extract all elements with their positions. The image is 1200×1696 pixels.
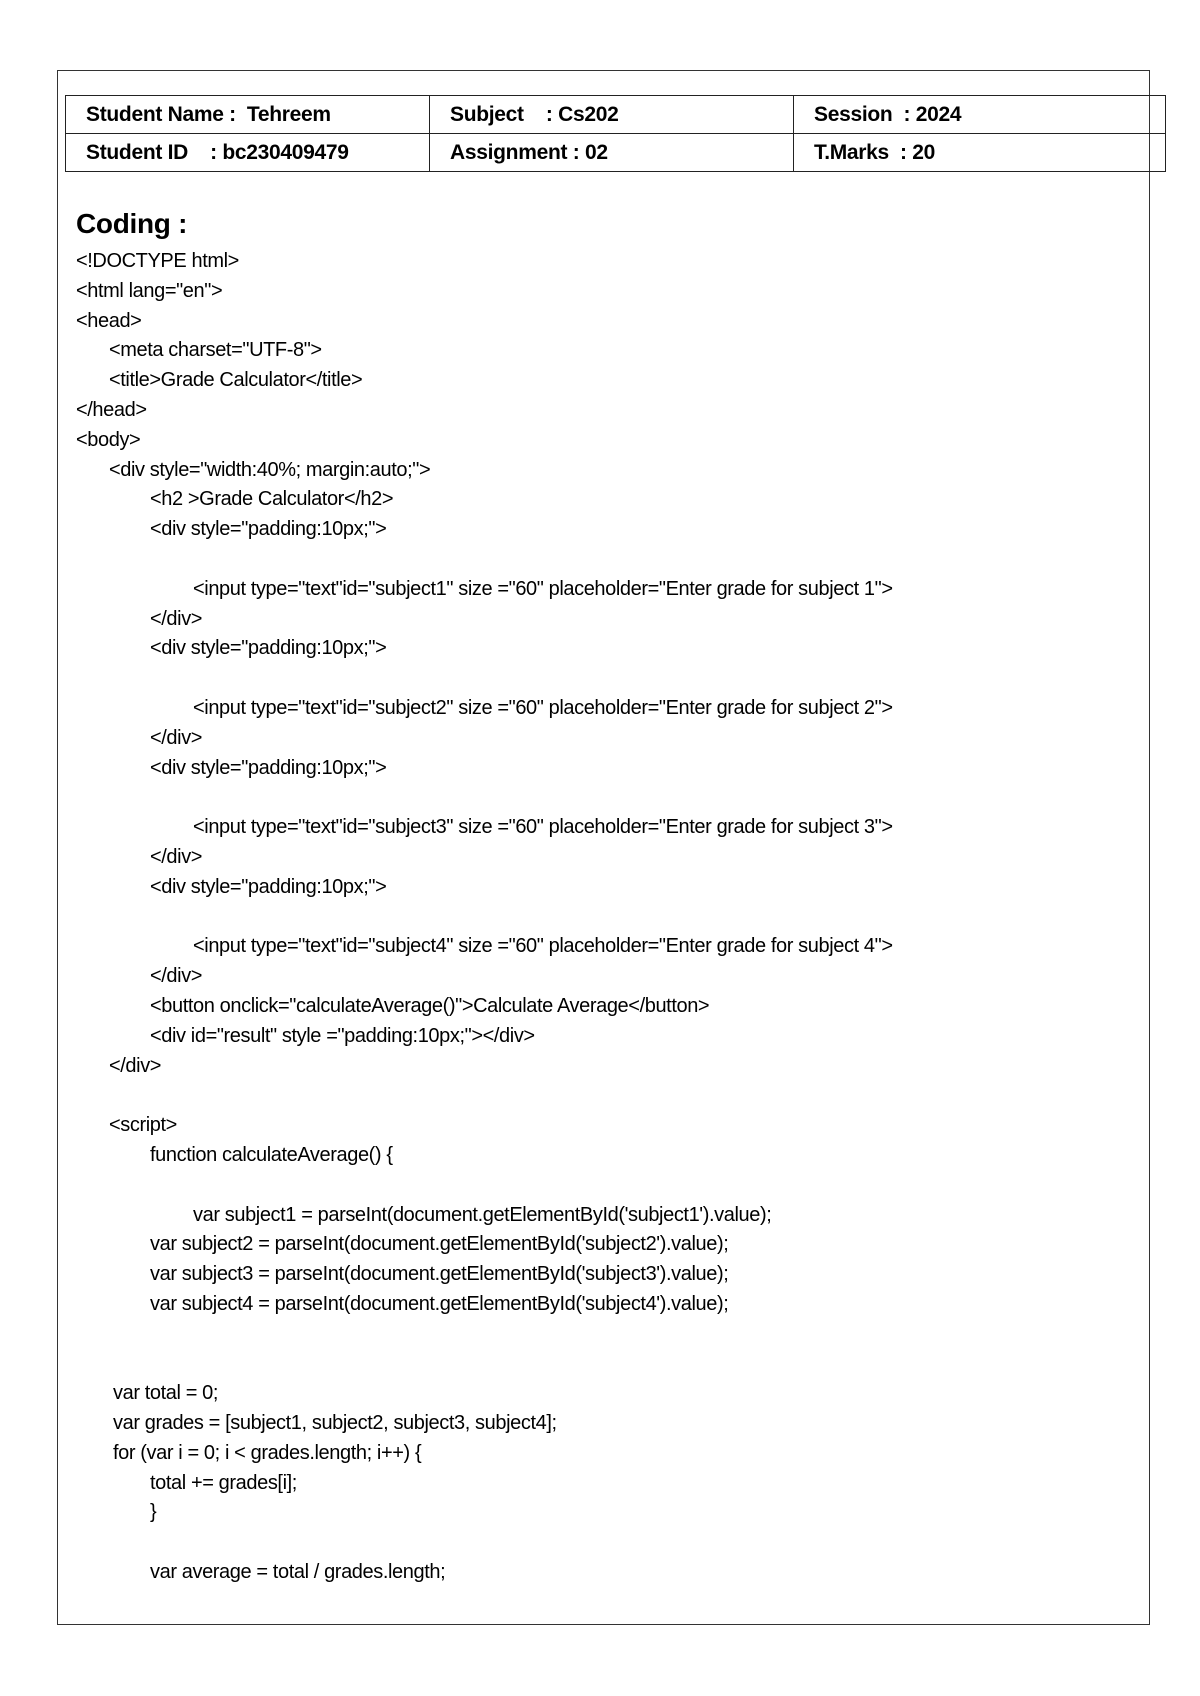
code-line: <input type="text"id="subject3" size ="60" placeholder="Enter grade for subject 3"> [193,816,893,839]
code-line: </div> [150,845,203,868]
code-line: <title>Grade Calculator</title> [109,369,363,392]
assignment-cell: Assignment : 02 [430,134,794,172]
code-line [76,1349,1136,1379]
code-line: } [150,1501,157,1524]
session-cell: Session : 2024 [794,96,1166,134]
code-line: <div style="padding:10px;"> [150,875,387,898]
code-line: <div style="padding:10px;"> [150,637,387,660]
code-line [76,1320,1136,1350]
student-info-table [65,95,1166,172]
student-id-cell: Student ID : bc230409479 [66,134,430,172]
code-line [76,903,1136,933]
code-line [76,664,1136,694]
code-line: <!DOCTYPE html> [76,250,239,272]
code-line: var subject3 = parseInt(document.getElementById('subject3').value); [150,1263,729,1286]
code-line [76,1171,1136,1201]
subject-cell: Subject : Cs202 [430,96,794,134]
code-line: total += grades[i]; [150,1471,297,1494]
student-info-row [66,134,1166,172]
total-marks-cell: T.Marks : 20 [794,134,1166,172]
code-line: <div style="width:40%; margin:auto;"> [109,458,431,481]
code-line: var average = total / grades.length; [150,1561,446,1584]
code-line: <head> [76,309,142,332]
code-listing [76,247,1136,1588]
code-line: <div id="result" style ="padding:10px;"></div> [150,1024,535,1047]
code-line: <script> [109,1114,177,1137]
code-line: </div> [109,1054,162,1077]
code-line [76,783,1136,813]
code-line: <meta charset="UTF-8"> [109,339,322,362]
code-line: </head> [76,398,147,421]
code-line: <html lang="en"> [76,279,223,302]
student-name-cell: Student Name : Tehreem [66,96,430,134]
code-line: <button onclick="calculateAverage()">Calculate Average</button> [150,994,710,1017]
code-line: <input type="text"id="subject2" size ="60" placeholder="Enter grade for subject 2"> [193,696,893,719]
code-line: for (var i = 0; i < grades.length; i++) { [113,1441,422,1464]
code-line: var total = 0; [113,1382,219,1405]
code-line [76,545,1136,575]
code-line: <body> [76,428,141,451]
code-line: <div style="padding:10px;"> [150,518,387,541]
code-line: var grades = [subject1, subject2, subject3, subject4]; [113,1412,557,1435]
code-line: <input type="text"id="subject1" size ="60" placeholder="Enter grade for subject 1"> [193,577,893,600]
code-line: <input type="text"id="subject4" size ="60" placeholder="Enter grade for subject 4"> [193,935,893,958]
code-line: var subject4 = parseInt(document.getElementById('subject4').value); [150,1292,729,1315]
code-line: <div style="padding:10px;"> [150,756,387,779]
code-line: var subject2 = parseInt(document.getElementById('subject2').value); [150,1233,729,1256]
code-line: </div> [150,965,203,988]
code-line [76,1081,1136,1111]
code-line: <h2 >Grade Calculator</h2> [150,488,394,511]
code-line [76,1528,1136,1558]
code-line: </div> [150,726,203,749]
code-line: </div> [150,607,203,630]
code-line: var subject1 = parseInt(document.getElementById('subject1').value); [193,1203,772,1226]
coding-heading: Coding : [76,208,188,239]
code-line: function calculateAverage() { [150,1143,393,1166]
student-info-row [66,96,1166,134]
